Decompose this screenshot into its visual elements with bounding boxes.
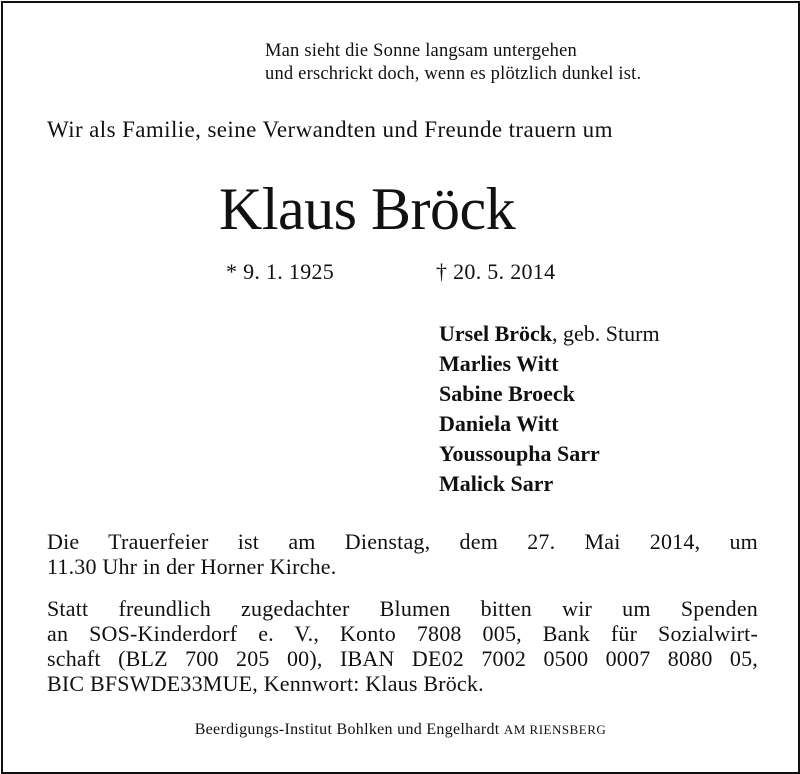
donation-line-2: an SOS-Kinderdorf e. V., Konto 7808 005, Bank für Sozialwirt- [47,621,758,646]
mourner-item: Ursel Bröck, geb. Sturm [439,321,660,346]
quote-line-2: und erschrickt doch, wenn es plötzlich dunkel ist. [265,64,642,84]
quote-line-1: Man sieht die Sonne langsam untergehen [265,41,577,61]
donation-paragraph [47,596,758,696]
donation-line-4: BIC BFSWDE33MUE, Kennwort: Klaus Bröck. [47,671,484,696]
donation-line-1: Statt freundlich zugedachter Blumen bitten wir um Spenden [47,596,758,621]
mourner-item: Daniela Witt [439,411,559,436]
mourner-item: Malick Sarr [439,471,554,496]
death-date: † 20. 5. 2014 [436,259,556,284]
service-line-1: Die Trauerfeier ist am Dienstag, dem 27. Mai 2014, um [47,529,758,554]
mourners-list [439,319,660,499]
funeral-home-name: Beerdigungs-Institut Bohlken und Engelhardt [194,721,500,738]
deceased-name: Klaus Bröck [219,176,516,242]
birth-date: * 9. 1. 1925 [226,259,335,284]
funeral-home-credit [3,721,798,739]
donation-line-3: schaft (BLZ 700 205 00), IBAN DE02 7002 0500 0007 8080 05, [47,646,758,671]
funeral-home-location: AM RIENSBERG [503,722,607,737]
obituary-notice [1,1,800,774]
service-line-2: 11.30 Uhr in der Horner Kirche. [47,554,337,579]
mourner-item: Youssoupha Sarr [439,441,600,466]
intro-text: Wir als Familie, seine Verwandten und Freunde trauern um [47,117,613,142]
funeral-service-paragraph [47,529,758,579]
mourner-item: Sabine Broeck [439,381,575,406]
mourner-item: Marlies Witt [439,351,559,376]
